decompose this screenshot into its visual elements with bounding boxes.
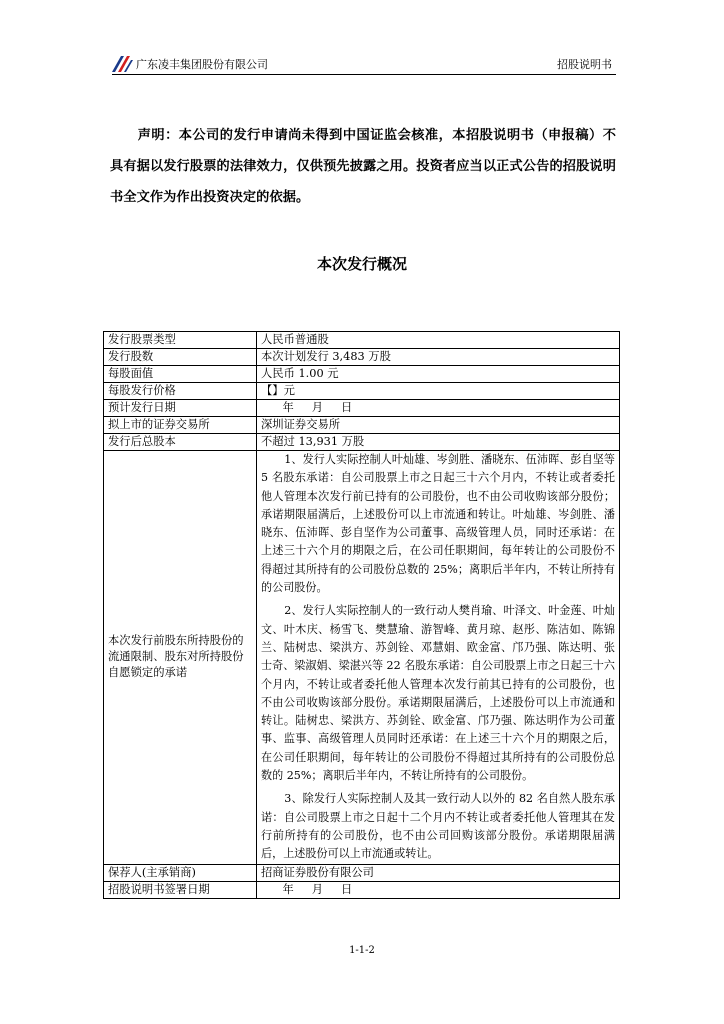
table-row — [104, 349, 620, 366]
row-value: 人民币普通股 — [257, 332, 620, 349]
table-row — [104, 366, 620, 383]
table-row — [104, 332, 620, 349]
company-name: 广东凌丰集团股份有限公司 — [136, 58, 268, 71]
row-label: 预计发行日期 — [104, 400, 257, 417]
row-label: 拟上市的证券交易所 — [104, 417, 257, 434]
row-value: 人民币 1.00 元 — [257, 366, 620, 383]
header-rule — [112, 74, 616, 75]
document-type: 招股说明书 — [557, 58, 612, 71]
page-header — [112, 52, 616, 76]
table-row — [104, 864, 620, 881]
page-number: 1-1-2 — [349, 945, 375, 956]
lockup-label: 本次发行前股东所持股份的流通限制、股东对所持股份自愿锁定的承诺 — [104, 451, 257, 865]
lingfeng-logo-icon — [112, 54, 134, 72]
row-value: 不超过 13,931 万股 — [257, 434, 620, 451]
row-value: 深圳证券交易所 — [257, 417, 620, 434]
row-label: 每股发行价格 — [104, 383, 257, 400]
row-value: 【】元 — [257, 383, 620, 400]
table-row-lockup — [104, 451, 620, 865]
table-row — [104, 400, 620, 417]
row-label: 发行后总股本 — [104, 434, 257, 451]
commitment-paragraph: 2、发行人实际控制人的一致行动人樊肖瑜、叶泽文、叶金莲、叶灿文、叶木庆、杨雪飞、樊慧瑜、游智峰、黄月琼、赵彤、陈洁如、陈锦兰、陆树忠、梁洪方、苏剑铨、邓慧娟、欧金富、邝乃强、陈达明、张士奇、梁淑娟、梁湛兴等 22 名股东承诺：自公司股票上市之日起三十六个月内，不转让或者委托他人管理本次发行前其已持有的公司股份，也不由公司收购该部分股份。承诺期限届满后，上述股份可以上市流通和转让。陆树忠、梁洪方、苏剑铨、欧金富、邝乃强、陈达明作为公司董事、监事、高级管理人员同时还承诺：在上述三十六个月的期限之后，在公司任职期间，每年转让的公司股份不得超过其所持有的公司股份总数的 25%；离职后半年内，不转让所持有的公司股份。 — [261, 604, 615, 783]
row-value: 本次计划发行 3,483 万股 — [257, 349, 620, 366]
row-value: 年 月 日 — [257, 400, 620, 417]
lockup-commitments — [257, 451, 620, 865]
offering-overview-table — [103, 331, 620, 899]
row-label: 每股面值 — [104, 366, 257, 383]
table-row — [104, 881, 620, 898]
page-title: 本次发行概况 — [316, 255, 407, 273]
table-row — [104, 434, 620, 451]
commitment-paragraph: 3、除发行人实际控制人及其一致行动人以外的 82 名自然人股东承诺：自公司股票上市之日起十二个月内不转让或者委托他人管理其在发行前所持有的公司股份，也不由公司回购该部分股份。承诺期限届满后，上述股份可以上市流通或转让。 — [261, 792, 615, 861]
disclaimer-statement: 声明：本公司的发行申请尚未得到中国证监会核准，本招股说明书（申报稿）不具有据以发行股票的法律效力，仅供预先披露之用。投资者应当以正式公告的招股说明书全文作为作出投资决定的依据。 — [110, 128, 616, 205]
row-label: 发行股数 — [104, 349, 257, 366]
table-row — [104, 417, 620, 434]
row-value: 年 月 日 — [257, 881, 620, 898]
row-label: 招股说明书签署日期 — [104, 881, 257, 898]
row-label: 发行股票类型 — [104, 332, 257, 349]
row-label: 保荐人(主承销商) — [104, 864, 257, 881]
commitment-paragraph: 1、发行人实际控制人叶灿雄、岑剑胜、潘晓东、伍沛晖、彭自坚等 5 名股东承诺：自公司股票上市之日起三十六个月内，不转让或者委托他人管理本次发行前已持有的公司股份，也不由公司收购该部分股份；承诺期限届满后，上述股份可以上市流通和转让。叶灿雄、岑剑胜、潘晓东、伍沛晖、彭自坚作为公司董事、高级管理人员，同时还承诺：在上述三十六个月的期限之后，在公司任职期间，每年转让的公司股份不得超过其所持有的公司股份总数的 25%；离职后半年内，不转让所持有的公司股份。 — [261, 453, 615, 595]
row-value: 招商证券股份有限公司 — [257, 864, 620, 881]
table-row — [104, 383, 620, 400]
